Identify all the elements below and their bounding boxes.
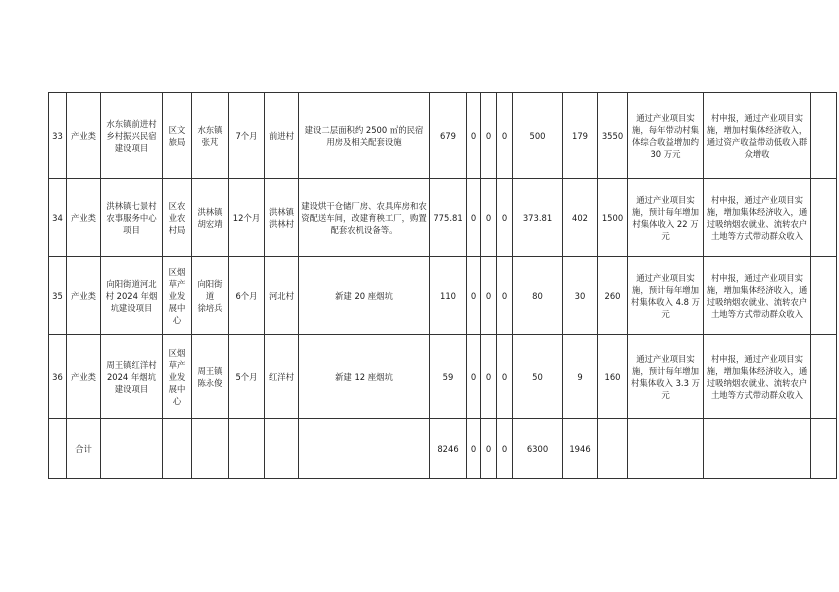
blank-cell xyxy=(598,419,628,479)
total-cell: 679 xyxy=(430,93,467,179)
period-cell: 12个月 xyxy=(229,179,265,257)
total-cell: 775.81 xyxy=(430,179,467,257)
benefit-cell: 402 xyxy=(563,179,598,257)
fund-cell: 373.81 xyxy=(513,179,563,257)
people-cell: 3550 xyxy=(598,93,628,179)
content-cell: 新建 12 座烟坑 xyxy=(299,335,430,419)
total-sum: 8246 xyxy=(430,419,467,479)
department-cell: 区烟草产业发展中心 xyxy=(163,335,192,419)
total-c3: 0 xyxy=(497,419,513,479)
row-number: 35 xyxy=(49,257,67,335)
fund-c2-cell: 0 xyxy=(481,257,497,335)
fund-c2-cell: 0 xyxy=(481,335,497,419)
fund-c1-cell: 0 xyxy=(467,335,481,419)
fund-c1-cell: 0 xyxy=(467,257,481,335)
total-row xyxy=(49,419,837,479)
table-row xyxy=(49,335,837,419)
mechanism-cell: 村申报，通过产业项目实施，增加村集体经济收入，通过资产收益带动低收入群众增收 xyxy=(704,93,811,179)
location-cell: 洪林镇洪林村 xyxy=(265,179,299,257)
table-row xyxy=(49,257,837,335)
blank-cell xyxy=(49,419,67,479)
content-cell: 建设烘干仓储厂房、农具库房和农资配送车间，改建育秧工厂，购置配套农机设备等。 xyxy=(299,179,430,257)
blank-cell xyxy=(163,419,192,479)
blank-cell xyxy=(192,419,229,479)
blank-cell xyxy=(704,419,811,479)
leader-cell: 向阳街道 徐培兵 xyxy=(192,257,229,335)
location-cell: 前进村 xyxy=(265,93,299,179)
blank-cell xyxy=(811,257,837,335)
fund-cell: 50 xyxy=(513,335,563,419)
content-cell: 建设二层面积约 2500 ㎡的民宿用房及相关配套设施 xyxy=(299,93,430,179)
content-cell: 新建 20 座烟坑 xyxy=(299,257,430,335)
category-cell: 产业类 xyxy=(67,93,101,179)
fund-c3-cell: 0 xyxy=(497,257,513,335)
effect-cell: 通过产业项目实施，预计每年增加村集体收入 4.8 万元 xyxy=(628,257,704,335)
effect-cell: 通过产业项目实施，每年带动村集体综合收益增加约 30 万元 xyxy=(628,93,704,179)
period-cell: 6个月 xyxy=(229,257,265,335)
blank-cell xyxy=(811,93,837,179)
fund-c2-cell: 0 xyxy=(481,93,497,179)
category-cell: 产业类 xyxy=(67,335,101,419)
people-cell: 160 xyxy=(598,335,628,419)
blank-cell xyxy=(229,419,265,479)
benefit-cell: 9 xyxy=(563,335,598,419)
mechanism-cell: 村申报，通过产业项目实施，增加集体经济收入，通过吸纳烟农就业、流转农户土地等方式带动群众收入 xyxy=(704,179,811,257)
leader-cell: 水东镇 张芃 xyxy=(192,93,229,179)
period-cell: 7个月 xyxy=(229,93,265,179)
row-number: 34 xyxy=(49,179,67,257)
effect-cell: 通过产业项目实施，预计每年增加村集体收入 22 万元 xyxy=(628,179,704,257)
fund-c1-cell: 0 xyxy=(467,93,481,179)
fund-c1-cell: 0 xyxy=(467,179,481,257)
project-name-cell: 向阳街道河北村 2024 年烟坑建设项目 xyxy=(101,257,163,335)
total-c1: 0 xyxy=(467,419,481,479)
blank-cell xyxy=(811,419,837,479)
leader-cell: 周王镇 陈永俊 xyxy=(192,335,229,419)
fund-cell: 80 xyxy=(513,257,563,335)
row-number: 36 xyxy=(49,335,67,419)
total-benefit: 1946 xyxy=(563,419,598,479)
department-cell: 区农业农村局 xyxy=(163,179,192,257)
table-row xyxy=(49,179,837,257)
leader-cell: 洪林镇 胡宏靖 xyxy=(192,179,229,257)
blank-cell xyxy=(811,179,837,257)
blank-cell xyxy=(811,335,837,419)
blank-cell xyxy=(265,419,299,479)
total-c2: 0 xyxy=(481,419,497,479)
project-name-cell: 洪林镇七景村农事服务中心项目 xyxy=(101,179,163,257)
category-cell: 产业类 xyxy=(67,179,101,257)
location-cell: 红洋村 xyxy=(265,335,299,419)
category-cell: 产业类 xyxy=(67,257,101,335)
location-cell: 河北村 xyxy=(265,257,299,335)
total-label: 合计 xyxy=(67,419,101,479)
effect-cell: 通过产业项目实施，预计每年增加村集体收入 3.3 万元 xyxy=(628,335,704,419)
project-table xyxy=(48,92,837,479)
fund-c3-cell: 0 xyxy=(497,179,513,257)
blank-cell xyxy=(101,419,163,479)
department-cell: 区烟草产业发展中心 xyxy=(163,257,192,335)
mechanism-cell: 村申报，通过产业项目实施，增加集体经济收入，通过吸纳烟农就业、流转农户土地等方式带动群众收入 xyxy=(704,335,811,419)
fund-cell: 500 xyxy=(513,93,563,179)
fund-c3-cell: 0 xyxy=(497,93,513,179)
table-row xyxy=(49,93,837,179)
benefit-cell: 179 xyxy=(563,93,598,179)
total-fund: 6300 xyxy=(513,419,563,479)
project-name-cell: 水东镇前进村乡村振兴民宿建设项目 xyxy=(101,93,163,179)
blank-cell xyxy=(628,419,704,479)
blank-cell xyxy=(299,419,430,479)
period-cell: 5个月 xyxy=(229,335,265,419)
mechanism-cell: 村申报，通过产业项目实施，增加集体经济收入，通过吸纳烟农就业、流转农户土地等方式带动群众收入 xyxy=(704,257,811,335)
people-cell: 1500 xyxy=(598,179,628,257)
total-cell: 59 xyxy=(430,335,467,419)
benefit-cell: 30 xyxy=(563,257,598,335)
table-body xyxy=(49,93,837,479)
total-cell: 110 xyxy=(430,257,467,335)
fund-c2-cell: 0 xyxy=(481,179,497,257)
row-number: 33 xyxy=(49,93,67,179)
department-cell: 区文旅局 xyxy=(163,93,192,179)
project-name-cell: 周王镇红洋村 2024 年烟坑建设项目 xyxy=(101,335,163,419)
people-cell: 260 xyxy=(598,257,628,335)
fund-c3-cell: 0 xyxy=(497,335,513,419)
